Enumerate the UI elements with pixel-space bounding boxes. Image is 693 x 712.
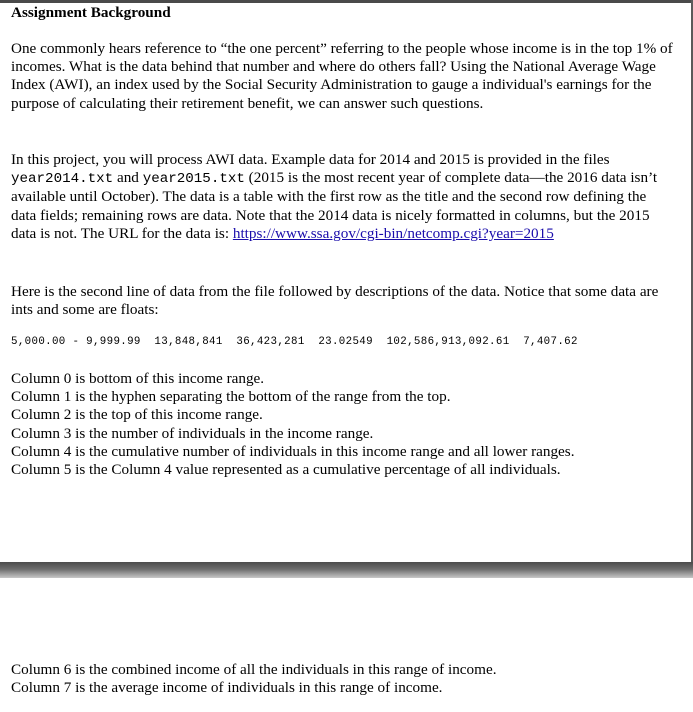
- document-page-2: [0, 578, 693, 712]
- page-separator: [0, 562, 693, 578]
- column-descriptions-continued: [11, 661, 497, 697]
- sample-data-line: 5,000.00 - 9,999.99 13,848,841 36,423,281 23.02549 102,586,913,092.61 7,407.62: [11, 336, 578, 348]
- column-6-description: Column 6 is the combined income of all the individuals in this range of income.: [11, 661, 497, 678]
- intro-paragraph: One commonly hears reference to “the one percent” referring to the people whose income is in the top 1% of incomes. What is the data behind that number and where do others fall? Using the National Average Wage Index (AWI), an index used by the Social Security Administration to gauge a individual's earnings for the purpose of calculating their retirement benefit, we can answer such questions.: [11, 40, 673, 112]
- column-4-description: Column 4 is the cumulative number of individuals in this income range and all lower ranges.: [11, 442, 575, 460]
- column-2-description: Column 2 is the top of this income range.: [11, 406, 263, 424]
- data-description-paragraph: Here is the second line of data from the file followed by descriptions of the data. Notice that some data are ints and some are floats:: [11, 283, 659, 319]
- filename-2014: year2014.txt: [11, 171, 114, 188]
- project-paragraph: [11, 151, 675, 243]
- section-heading: Assignment Background: [11, 4, 171, 21]
- column-3-description: Column 3 is the number of individuals in the income range.: [11, 424, 374, 442]
- project-text-2: and: [113, 169, 143, 187]
- column-5-description: Column 5 is the Column 4 value represented as a cumulative percentage of all individuals.: [11, 461, 561, 479]
- project-text-1: In this project, you will process AWI data. Example data for 2014 and 2015 is provided in the files: [11, 151, 610, 168]
- column-descriptions: [11, 370, 575, 479]
- filename-2015: year2015.txt: [142, 171, 245, 188]
- column-0-description: Column 0 is bottom of this income range.: [11, 370, 265, 387]
- data-url-link[interactable]: https://www.ssa.gov/cgi-bin/netcomp.cgi?year=2015: [232, 224, 554, 242]
- project-text-3: (2015 is the most recent year of complete data—the 2016 data isn’t available until October). The data is a table with the first row as the title and the second row defining the data fields; remaining rows are data. Note that the 2014 data is nicely formatted in columns, but the 2015 data is not. The URL for the data is:: [11, 169, 658, 242]
- page-top-border: [0, 0, 693, 3]
- column-1-description: Column 1 is the hyphen separating the bottom of the range from the top.: [11, 388, 451, 406]
- column-7-description: Column 7 is the average income of individuals in this range of income.: [11, 679, 443, 697]
